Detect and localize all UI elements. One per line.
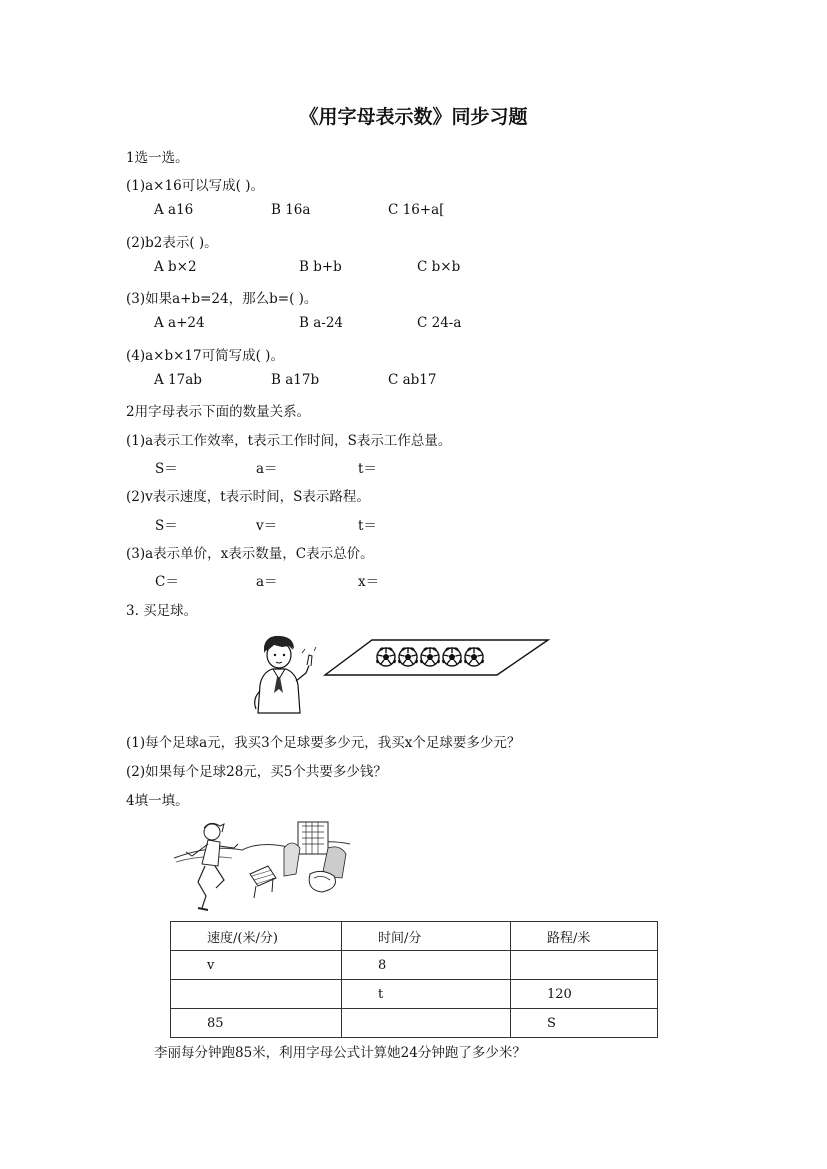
option-a: A a+24 [154, 315, 205, 331]
table-header: 速度/(米/分) [171, 922, 342, 951]
table-cell [342, 1009, 511, 1038]
table-cell: 120 [511, 980, 658, 1009]
option-b: B a-24 [299, 315, 344, 331]
table-header: 时间/分 [342, 922, 511, 951]
formula-blank: C＝ [155, 574, 179, 590]
question-2-2: (2)v表示速度，t表示时间，S表示路程。 [126, 489, 370, 505]
section-4-heading: 4填一填。 [126, 793, 189, 809]
table-cell: S [511, 1009, 658, 1038]
option-b: B b+b [299, 259, 342, 275]
table-cell [171, 980, 342, 1009]
boy-pointing-illustration [248, 633, 318, 715]
option-c: C 16+a[ [388, 202, 445, 218]
football-icon [399, 648, 417, 666]
option-c: C ab17 [388, 372, 437, 388]
table-cell: 8 [342, 951, 511, 980]
table-header: 路程/米 [511, 922, 658, 951]
formula-blank: a＝ [256, 574, 278, 590]
formula-blank: t＝ [358, 461, 377, 477]
question-4: 李丽每分钟跑85米，利用字母公式计算她24分钟跑了多少米？ [154, 1045, 526, 1061]
formula-blank: x＝ [358, 574, 380, 590]
question-1-1: (1)a×16可以写成( )。 [126, 178, 264, 194]
formula-blank: S＝ [155, 461, 178, 477]
table-cell: t [342, 980, 511, 1009]
question-3-2: (2)如果每个足球28元，买5个共要多少钱？ [126, 764, 387, 780]
running-girl-illustration [172, 818, 352, 914]
table-header-row [171, 922, 658, 951]
section-1-heading: 1选一选。 [126, 150, 189, 166]
football-icon [377, 648, 395, 666]
question-1-4: (4)a×b×17可简写成( )。 [126, 348, 284, 364]
table-cell [511, 951, 658, 980]
option-a: A a16 [154, 202, 194, 218]
table-cell: v [171, 951, 342, 980]
formula-blank: S＝ [155, 518, 178, 534]
table-row [171, 951, 658, 980]
speed-time-distance-table [170, 921, 658, 1038]
question-3-1: (1)每个足球a元，我买3个足球要多少元，我买x个足球要多少元？ [126, 735, 521, 751]
football-icon [443, 648, 461, 666]
option-a: A b×2 [154, 259, 197, 275]
question-2-3: (3)a表示单价，x表示数量，C表示总价。 [126, 546, 374, 562]
option-b: B 16a [271, 202, 311, 218]
option-c: C 24-a [417, 315, 462, 331]
formula-blank: t＝ [358, 518, 377, 534]
section-2-heading: 2用字母表示下面的数量关系。 [126, 404, 311, 420]
table-row [171, 1009, 658, 1038]
question-1-3: (3)如果a+b=24，那么b=( )。 [126, 291, 318, 307]
football-icon [465, 648, 483, 666]
question-1-2: (2)b2表示( )。 [126, 235, 218, 251]
footballs-speech-panel [322, 637, 550, 679]
formula-blank: v＝ [256, 518, 278, 534]
section-3-heading: 3. 买足球。 [126, 603, 198, 619]
table-row [171, 980, 658, 1009]
question-2-1: (1)a表示工作效率，t表示工作时间，S表示工作总量。 [126, 433, 452, 449]
table-cell: 85 [171, 1009, 342, 1038]
option-a: A 17ab [154, 372, 202, 388]
formula-blank: a＝ [256, 461, 278, 477]
option-c: C b×b [417, 259, 461, 275]
football-icon [421, 648, 439, 666]
option-b: B a17b [271, 372, 320, 388]
page-title: 《用字母表示数》同步习题 [299, 106, 528, 128]
